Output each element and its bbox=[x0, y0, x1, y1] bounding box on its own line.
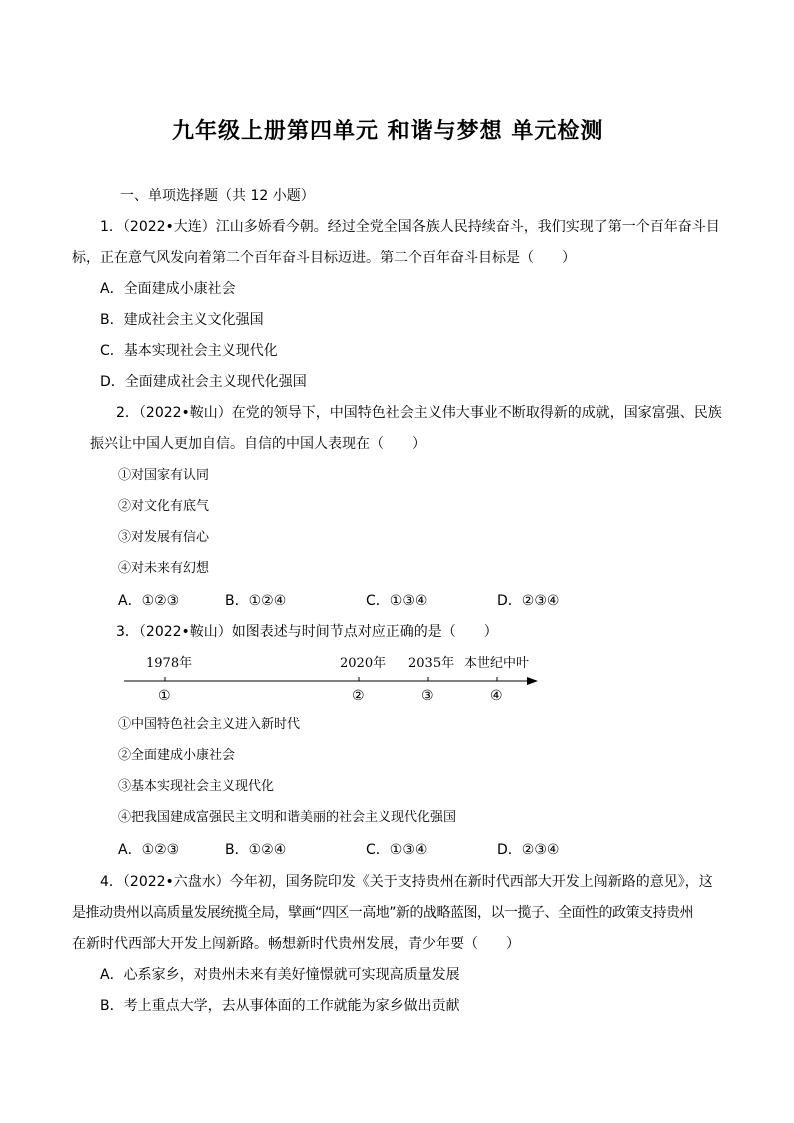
timeline-figure bbox=[118, 650, 548, 706]
timeline-label-midcentury: 本世纪中叶 bbox=[464, 656, 530, 671]
q3-item-3: ③基本实现社会主义现代化 bbox=[118, 779, 275, 794]
q1-stem-line1: 1．（2022•大连）江山多娇看今朝。经过全党全国各族人民持续奋斗，我们实现了第一个百年奋斗目 bbox=[100, 219, 720, 235]
timeline-marker-1: ① bbox=[158, 688, 171, 704]
q2-option-c: C．①③④ bbox=[366, 593, 428, 609]
q3-stem: 3．（2022•鞍山）如图表述与时间节点对应正确的是（ ） bbox=[116, 624, 498, 640]
q1-stem-line2: 标，正在意气风发向着第二个百年奋斗目标迈进。第二个百年奋斗目标是（ ） bbox=[72, 250, 576, 266]
q2-option-d: D．②③④ bbox=[497, 593, 560, 609]
q2-stem-line1: 2．（2022•鞍山）在党的领导下，中国特色社会主义伟大事业不断取得新的成就，国家富强、民族 bbox=[116, 405, 722, 421]
q3-item-1: ①中国特色社会主义进入新时代 bbox=[118, 717, 301, 732]
q2-item-4: ④对未来有幻想 bbox=[118, 561, 210, 576]
q4-stem-line2: 是推动贵州以高质量发展统揽全局，擘画“四区一高地”新的战略蓝图，以一揽子、全面性的政策支持贵州 bbox=[72, 905, 694, 921]
q1-option-a: A．全面建成小康社会 bbox=[100, 281, 236, 297]
q3-option-d: D．②③④ bbox=[497, 842, 560, 858]
q2-option-b: B．①②④ bbox=[225, 593, 287, 609]
page-title: 九年级上册第四单元 和谐与梦想 单元检测 bbox=[172, 119, 604, 144]
timeline-label-1978: 1978年 bbox=[146, 656, 193, 671]
timeline-marker-3: ③ bbox=[421, 688, 434, 704]
q1-option-b: B．建成社会主义文化强国 bbox=[100, 312, 264, 328]
q1-option-d: D．全面建成社会主义现代化强国 bbox=[100, 374, 307, 390]
q3-option-c: C．①③④ bbox=[366, 842, 428, 858]
timeline-marker-2: ② bbox=[352, 688, 365, 704]
q2-item-2: ②对文化有底气 bbox=[118, 499, 210, 514]
timeline-label-2020: 2020年 bbox=[340, 656, 387, 671]
q3-option-a: A．①②③ bbox=[118, 842, 180, 858]
timeline-label-2035: 2035年 bbox=[408, 656, 455, 671]
q3-item-4: ④把我国建成富强民主文明和谐美丽的社会主义现代化强国 bbox=[118, 810, 457, 825]
q3-item-2: ②全面建成小康社会 bbox=[118, 748, 236, 763]
q2-option-a: A．①②③ bbox=[118, 593, 180, 609]
q4-stem-line1: 4．（2022•六盘水）今年初，国务院印发《关于支持贵州在新时代西部大开发上闯新路的意见》，这 bbox=[100, 874, 713, 890]
q4-option-b: B．考上重点大学，去从事体面的工作就能为家乡做出贡献 bbox=[100, 998, 460, 1014]
timeline-marker-4: ④ bbox=[490, 688, 503, 704]
timeline-arrow-icon bbox=[527, 677, 538, 685]
q2-stem-line2: 振兴让中国人更加自信。自信的中国人表现在（ ） bbox=[90, 436, 426, 452]
q1-option-c: C．基本实现社会主义现代化 bbox=[100, 343, 278, 359]
q3-option-b: B．①②④ bbox=[225, 842, 287, 858]
q2-item-3: ③对发展有信心 bbox=[118, 530, 210, 545]
q2-item-1: ①对国家有认同 bbox=[118, 468, 210, 483]
section-header: 一、单项选择题（共 12 小题） bbox=[120, 188, 315, 204]
q4-option-a: A．心系家乡，对贵州未来有美好憧憬就可实现高质量发展 bbox=[100, 967, 460, 983]
q4-stem-line3: 在新时代西部大开发上闯新路。畅想新时代贵州发展，青少年要（ ） bbox=[72, 936, 520, 952]
